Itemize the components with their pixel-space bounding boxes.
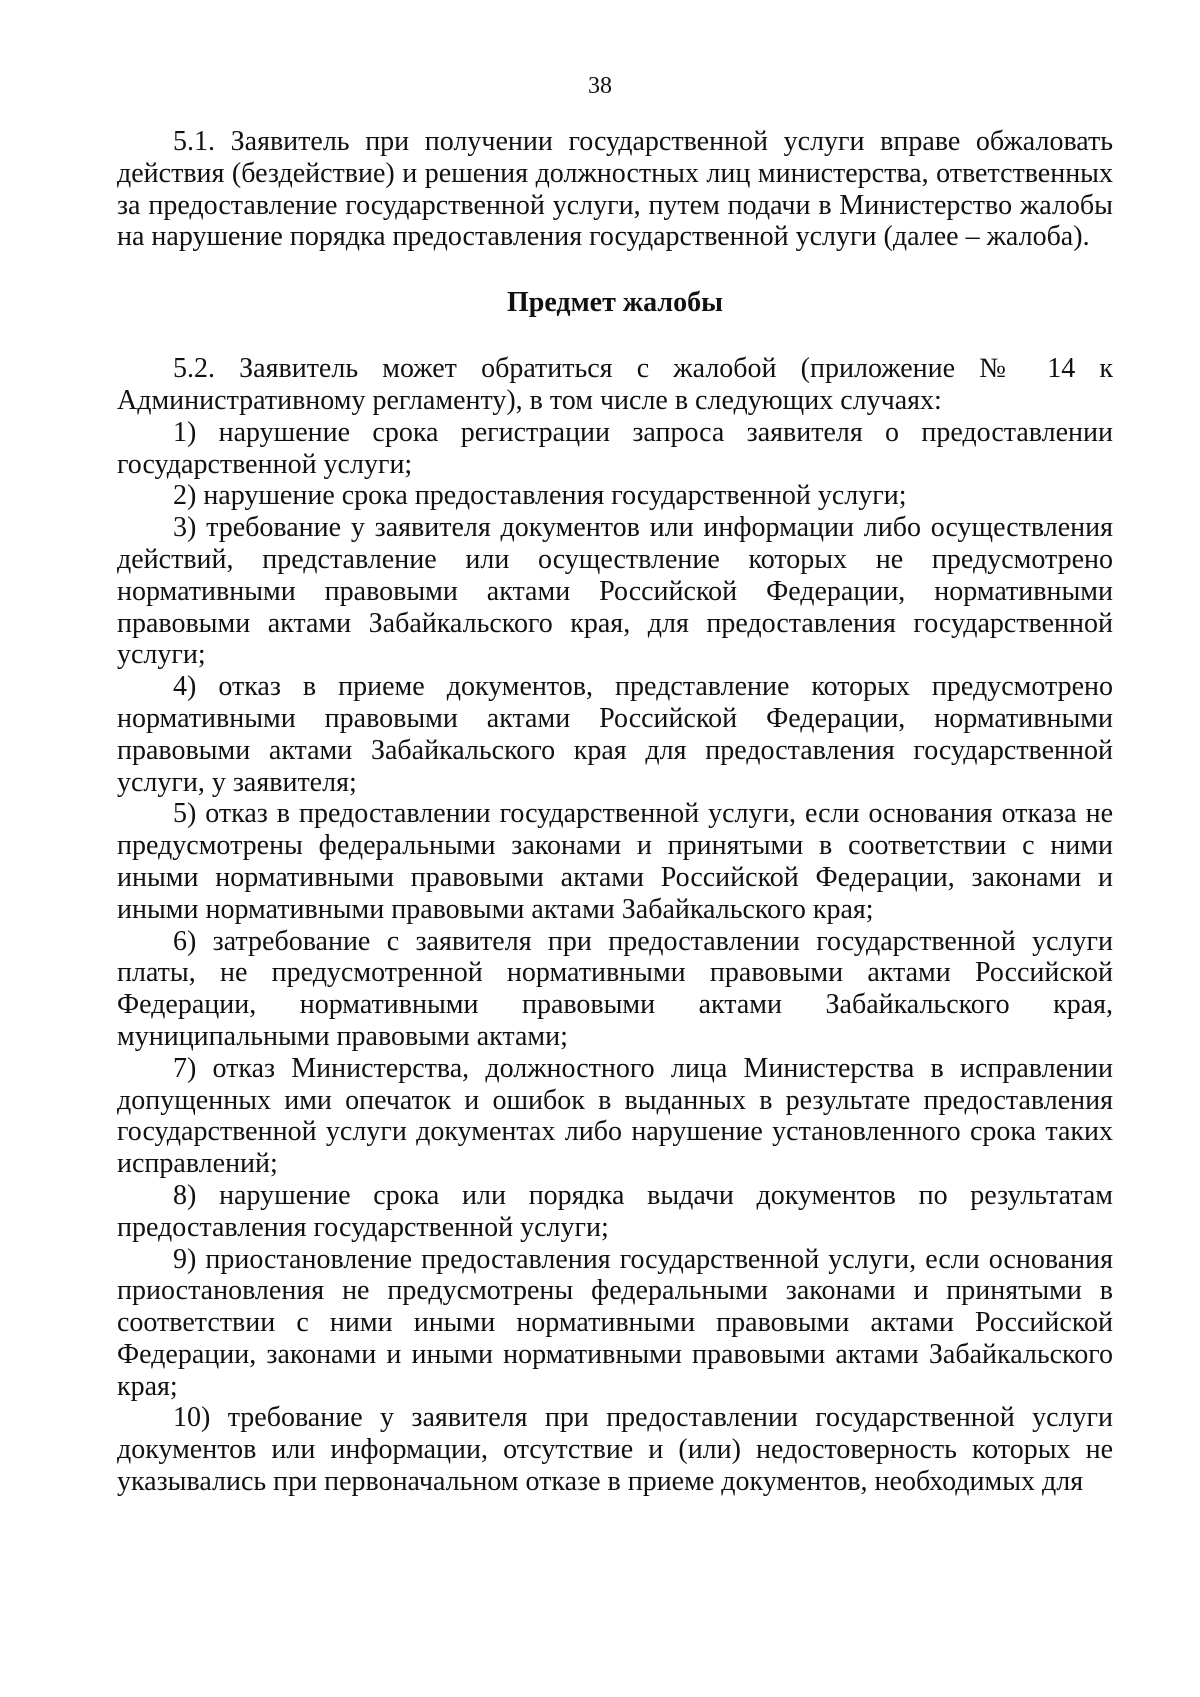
list-item-5: 5) отказ в предоставлении государственной услуги, если основания отказа не предусмотрены федеральными законами и принятыми в соответствии с ними иными нормативными правовыми актами Российской Федерации, законами и иными нормативными правовыми актами Забайкальского края; [117, 798, 1113, 925]
list-item-10: 10) требование у заявителя при предоставлении государственной услуги документов или информации, отсутствие и (или) недостоверность которых не указывались при первоначальном отказе в приеме документов, необходимых для [117, 1402, 1113, 1498]
list-item-1: 1) нарушение срока регистрации запроса заявителя о предоставлении государственной услуги; [117, 416, 1113, 480]
list-item-9: 9) приостановление предоставления государственной услуги, если основания приостановления не предусмотрены федеральными законами и принятыми в соответствии с ними иными нормативными правовыми актами Российской Федерации, законами и иными нормативными правовыми актами Забайкальского края; [117, 1243, 1113, 1402]
list-item-6: 6) затребование с заявителя при предоставлении государственной услуги платы, не предусмотренной нормативными правовыми актами Российской Федерации, нормативными правовыми актами Забайкальского края, муниципальными правовыми актами; [117, 925, 1113, 1052]
page-number: 38 [588, 73, 612, 99]
list-item-4: 4) отказ в приеме документов, представление которых предусмотрено нормативными правовыми актами Российской Федерации, нормативными правовыми актами Забайкальского края для предоставления государственной услуги, у заявителя; [117, 671, 1113, 798]
section-heading: Предмет жалобы [507, 287, 723, 319]
paragraph-5-2: 5.2. Заявитель может обратиться с жалобой (приложение № 14 к Административному регламенту), в том числе в следующих случаях: [117, 353, 1113, 416]
document-body [117, 126, 1113, 1498]
list-item-3: 3) требование у заявителя документов или информации либо осуществления действий, представление или осуществление которых не предусмотрено нормативными правовыми актами Российской Федерации, нормативными правовыми актами Забайкальского края, для предоставления государственной услуги; [117, 512, 1113, 671]
paragraph-5-1: 5.1. Заявитель при получении государственной услуги вправе обжаловать действия (бездействие) и решения должностных лиц министерства, ответственных за предоставление государственной услуги, путем подачи в Министерство жалобы на нарушение порядка предоставления государственной услуги (далее – жалоба). [117, 126, 1113, 253]
list-item-7: 7) отказ Министерства, должностного лица Министерства в исправлении допущенных ими опечаток и ошибок в выданных в результате предоставления государственной услуги документах либо нарушение установленного срока таких исправлений; [117, 1052, 1113, 1180]
list-item-2: 2) нарушение срока предоставления государственной услуги; [173, 480, 907, 512]
list-item-8: 8) нарушение срока или порядка выдачи документов по результатам предоставления государственной услуги; [117, 1179, 1113, 1243]
